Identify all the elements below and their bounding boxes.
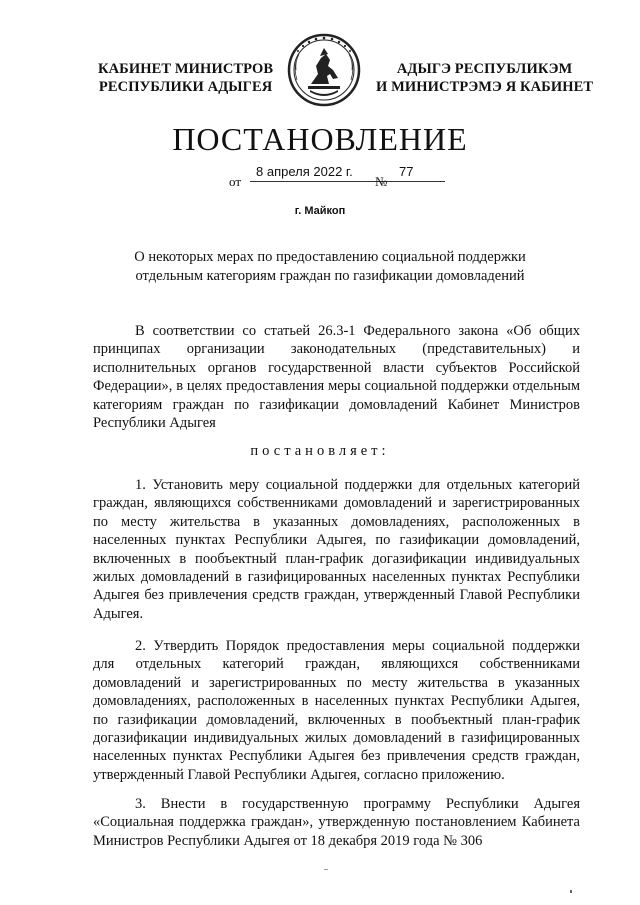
- issuer-line-2: РЕСПУБЛИКИ АДЫГЕЯ: [98, 79, 273, 95]
- issuer-line-2-adyghe: И МИНИСТРЭМЭ Я КАБИНЕТ: [376, 79, 594, 95]
- document-number: 77: [393, 164, 445, 182]
- date-prefix: от: [229, 174, 242, 189]
- item-1-paragraph: 1. Установить меру социальной поддержки для отдельных категорий граждан, являющихся собственниками домовладений и зарегистрированных по месту жительства в указанных домовладениях, расположенных в населенных пунктах Республики Адыгея, по газификации домовладений, включенных в пообъектный план-график догазификации индивидуальных жилых домовладений в газифицированных населенных пунктах Республики Адыгея без привлечения средств граждан, утвержденный Главой Республики Адыгея.: [93, 477, 580, 622]
- document-subject: О некоторых мерах по предоставлению социальной поддержки отдельным категориям граждан по газификации домовладений: [134, 249, 526, 284]
- issuer-line-1: КАБИНЕТ МИНИСТРОВ: [98, 61, 274, 77]
- item-2-paragraph: 2. Утвердить Порядок предоставления меры социальной поддержки для отдельных категорий граждан, являющихся собственниками домовладений и зарегистрированных по месту жительства в указанных домовладениях, расположенных в населенных пунктах Республики Адыгея, по газификации домовладений, включенных в пообъектный план-график догазификации индивидуальных жилых домовладений в газифицированных населенных пунктах Республики Адыгея без привлечения средств граждан, утвержденный Главой Республики Адыгея, согласно приложению.: [93, 638, 580, 783]
- document-date: 8 апреля 2022 г.: [250, 164, 396, 182]
- scan-speck: [570, 890, 572, 893]
- number-label: №: [375, 174, 388, 189]
- city: г. Майкоп: [294, 205, 346, 217]
- decree-word: постановляет:: [250, 443, 390, 459]
- coat-of-arms-icon: [286, 32, 362, 108]
- preamble-paragraph: В соответствии со статьей 26.3-1 Федерального закона «Об общих принципах организации законодательных (представительных) и исполнительных органов государственной власти субъектов Российской Федерации», в целях предоставления меры социальной поддержки отдельным категориям граждан по газификации домовладений Кабинет Министров Республики Адыгея: [93, 323, 580, 432]
- issuer-name-russian: [98, 60, 273, 96]
- item-3-paragraph: 3. Внести в государственную программу Республики Адыгея «Социальная поддержка граждан», утвержденную постановлением Кабинета Министров Республики Адыгея от 18 декабря 2019 года № 306: [93, 796, 580, 849]
- issuer-name-adyghe: [376, 60, 593, 96]
- document-title: ПОСТАНОВЛЕНИЕ: [172, 121, 468, 157]
- issuer-line-1-adyghe: АДЫГЭ РЕСПУБЛИКЭМ: [396, 61, 573, 77]
- scan-speck: [324, 869, 328, 870]
